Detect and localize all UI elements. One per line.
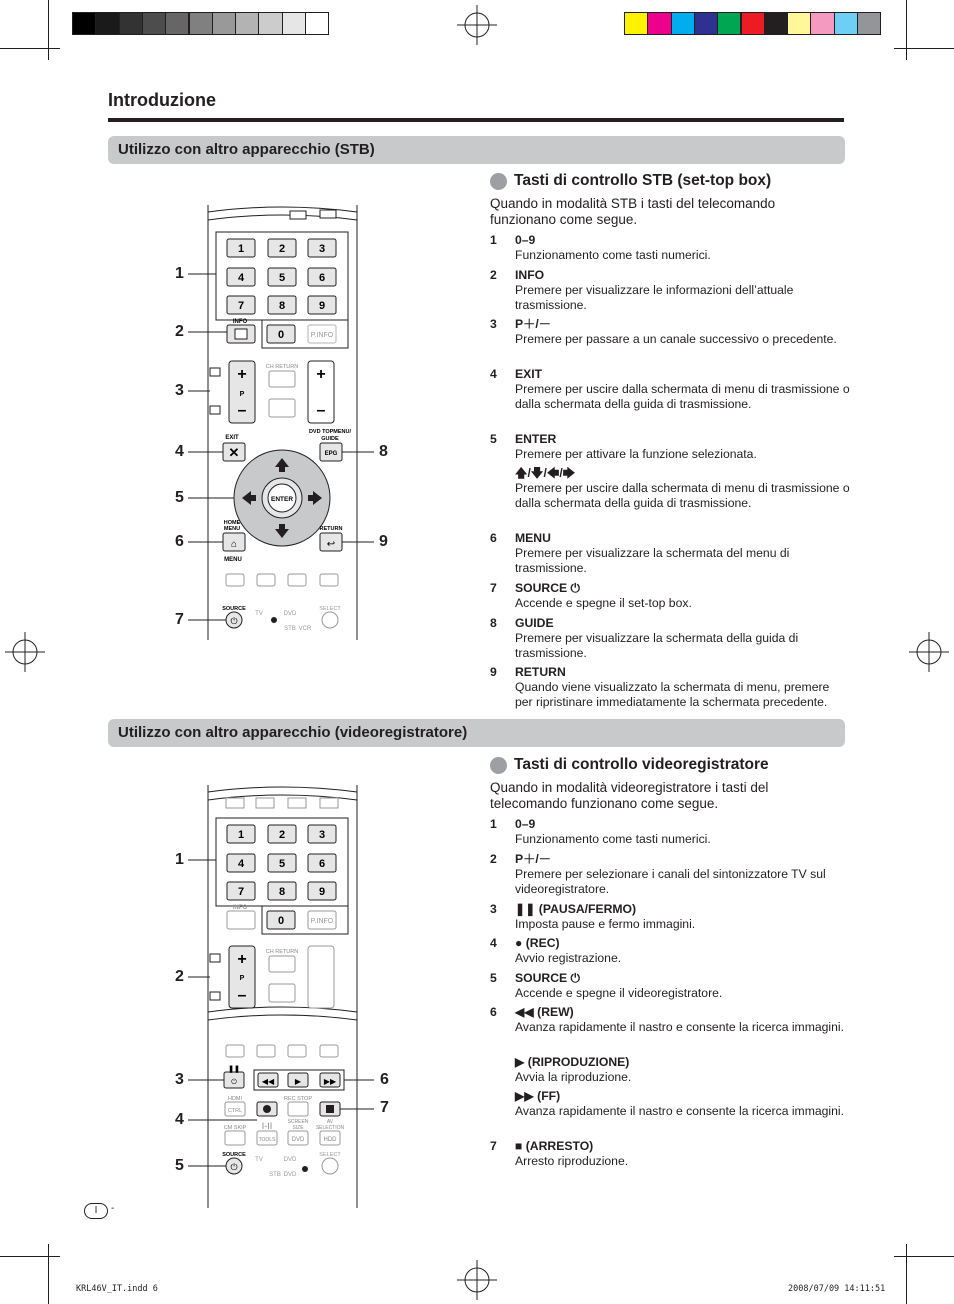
color-swatch bbox=[282, 12, 306, 35]
ch-return-label-2: CH RETURN bbox=[265, 949, 299, 955]
color-swatch bbox=[189, 12, 213, 35]
info-label: INFO bbox=[232, 319, 248, 325]
p-label: P bbox=[239, 391, 245, 398]
svg-text:❚❚: ❚❚ bbox=[228, 1066, 240, 1073]
list-item: 1 0–9 Funzionamento come tasti numerici. bbox=[490, 817, 711, 846]
digit-label: 2 bbox=[278, 829, 286, 841]
svg-text:⏻: ⏻ bbox=[230, 616, 238, 626]
callout-3: 3 bbox=[175, 382, 184, 399]
cm-skip-label: CM SKIP bbox=[223, 1125, 247, 1131]
digit-label: 7 bbox=[237, 300, 245, 312]
hdmi-label: HDMI bbox=[227, 1096, 243, 1102]
list-item: 🡅/🡇/🡄/🡆 Premere per uscire dalla schermata di menu di trasmissione o dalla schermata della guida di trasmissione. bbox=[515, 466, 850, 510]
dvd-label: DVD bbox=[283, 611, 297, 617]
svg-text:–: – bbox=[237, 987, 247, 1004]
stb-label-2: STB bbox=[269, 1172, 281, 1178]
pinfo-label: P.INFO bbox=[310, 332, 334, 339]
stb-label: STB bbox=[284, 626, 296, 632]
list-item: 6 ◀◀ (REW) Avanza rapidamente il nastro e consente la ricerca immagini. bbox=[490, 1005, 845, 1034]
digit-label: 1 bbox=[237, 243, 245, 255]
dvd-label-2: DVD bbox=[283, 1157, 297, 1163]
color-swatch bbox=[119, 12, 143, 35]
svg-text:–: – bbox=[316, 402, 326, 419]
bullet-icon bbox=[490, 757, 507, 774]
timestamp: 2008/07/09 14:11:51 bbox=[788, 1284, 886, 1294]
stb-key-list bbox=[490, 233, 850, 710]
digit-label: 6 bbox=[318, 272, 326, 284]
title-rule bbox=[108, 118, 844, 122]
color-swatch bbox=[834, 12, 858, 35]
callout-5: 5 bbox=[175, 1157, 184, 1174]
digit-label: 2 bbox=[278, 243, 286, 255]
color-swatch bbox=[647, 12, 671, 35]
vcr-heading bbox=[490, 756, 769, 774]
heading-text: Tasti di controllo STB (set-top box) bbox=[514, 172, 772, 189]
svg-text:+: + bbox=[237, 366, 247, 383]
callout-8: 8 bbox=[379, 443, 388, 460]
epg-label: EPG bbox=[324, 451, 338, 457]
hdd-label: HDD bbox=[323, 1137, 337, 1143]
list-item: 5 ENTER Premere per attivare la funzione selezionata. bbox=[490, 432, 757, 461]
screen-label: SCREEN bbox=[287, 1119, 309, 1125]
list-item: 2 P＋/－ Premere per selezionare i canali del sintonizzatore TV sul videoregistratore. bbox=[490, 852, 826, 896]
selection-label: SELECTION bbox=[315, 1125, 345, 1131]
vcr-key-list bbox=[490, 817, 850, 1169]
color-swatch bbox=[258, 12, 282, 35]
exit-label: EXIT bbox=[225, 435, 239, 441]
callout-1: 1 bbox=[175, 265, 184, 282]
callout-2: 2 bbox=[175, 968, 184, 985]
section-bar-stb bbox=[108, 136, 845, 164]
color-swatch bbox=[741, 12, 765, 35]
color-swatch bbox=[764, 12, 788, 35]
source-label: SOURCE bbox=[222, 606, 246, 612]
color-swatch bbox=[717, 12, 741, 35]
av-label: AV bbox=[326, 1119, 334, 1125]
svg-text:+: + bbox=[237, 951, 247, 968]
color-swatch bbox=[671, 12, 695, 35]
callout-7: 7 bbox=[175, 611, 184, 628]
digit-label: 7 bbox=[237, 886, 245, 898]
color-swatch bbox=[212, 12, 236, 35]
svg-text:–: – bbox=[237, 402, 247, 419]
ctrl-label: CTRL bbox=[227, 1108, 243, 1114]
color-swatch bbox=[235, 12, 259, 35]
callout-4: 4 bbox=[175, 1111, 184, 1128]
list-item: 8 GUIDE Premere per visualizzare la schermata della guida di trasmissione. bbox=[490, 616, 799, 660]
digit-label: 9 bbox=[318, 886, 326, 898]
digit-label: 4 bbox=[237, 272, 245, 284]
color-swatch bbox=[857, 12, 881, 35]
svg-text:+: + bbox=[316, 366, 326, 383]
svg-text:↩: ↩ bbox=[326, 539, 336, 550]
callout-6: 6 bbox=[380, 1071, 389, 1088]
section-title: Utilizzo con altro apparecchio (videoregistratore) bbox=[118, 724, 468, 741]
digit-0: 0 bbox=[277, 329, 285, 341]
tools-label: TOOLS bbox=[258, 1137, 276, 1143]
heading-text: Tasti di controllo videoregistratore bbox=[514, 756, 769, 773]
select-label: SELECT bbox=[319, 606, 341, 612]
list-item: 4 EXIT Premere per uscire dalla schermata di menu di trasmissione o dalla schermata della guida di trasmissione. bbox=[490, 367, 850, 411]
svg-text:⏻: ⏻ bbox=[231, 1079, 237, 1086]
stb-heading bbox=[490, 172, 771, 190]
callout-1: 1 bbox=[175, 851, 184, 868]
list-item: 2 INFO Premere per visualizzare le informazioni dell’attuale trasmissione. bbox=[490, 268, 794, 312]
dvd-label-3: DVD bbox=[283, 1172, 297, 1178]
svg-text:✕: ✕ bbox=[228, 445, 240, 460]
digit-label: 6 bbox=[318, 858, 326, 870]
select-label-2: SELECT bbox=[319, 1152, 341, 1158]
dvd-btn-label: DVD bbox=[291, 1137, 305, 1143]
callout-2: 2 bbox=[175, 323, 184, 340]
size-label: SIZE bbox=[292, 1125, 304, 1131]
bullet-icon bbox=[490, 173, 507, 190]
page-title: Introduzione bbox=[108, 90, 216, 110]
digit-label: 3 bbox=[318, 243, 326, 255]
page-marker: I bbox=[84, 1203, 108, 1219]
list-item: 1 0–9 Funzionamento come tasti numerici. bbox=[490, 233, 711, 262]
color-swatch bbox=[95, 12, 119, 35]
svg-text:▶: ▶ bbox=[294, 1077, 302, 1086]
color-swatch bbox=[694, 12, 718, 35]
list-item: 3 ❚❚ (PAUSA/FERMO) Imposta pause e fermo immagini. bbox=[490, 902, 696, 931]
guide-label: GUIDE bbox=[321, 436, 339, 442]
callout-4: 4 bbox=[175, 443, 184, 460]
callout-3: 3 bbox=[175, 1071, 184, 1088]
digit-0-2: 0 bbox=[277, 915, 285, 927]
digit-label: 5 bbox=[278, 858, 286, 870]
source-label-2: SOURCE bbox=[222, 1152, 246, 1158]
list-item: 9 RETURN Quando viene visualizzato la schermata di menu, premere per ripristinare immediatamente la schermata precedente. bbox=[490, 665, 830, 709]
home-label: HOME bbox=[223, 520, 241, 526]
digit-label: 4 bbox=[237, 858, 245, 870]
dvd-top-label: DVD TOPMENU/ bbox=[308, 429, 352, 435]
pinfo-label-2: P.INFO bbox=[310, 918, 334, 925]
color-swatch bbox=[142, 12, 166, 35]
list-item: 5 SOURCE ⏻ Accende e spegne il videoregistratore. bbox=[490, 971, 723, 1000]
svg-text:▶▶: ▶▶ bbox=[323, 1077, 337, 1086]
return-label: RETURN bbox=[319, 526, 343, 532]
file-name: KRL46V_IT.indd 6 bbox=[76, 1284, 158, 1294]
svg-text:⌂: ⌂ bbox=[230, 539, 238, 550]
svg-text:⏻: ⏻ bbox=[230, 1162, 238, 1172]
p-label-2: P bbox=[239, 975, 245, 982]
digit-label: 9 bbox=[318, 300, 326, 312]
home-menu-label: MENU bbox=[223, 526, 241, 532]
list-item: 7 SOURCE ⏻ Accende e spegne il set-top box. bbox=[490, 581, 692, 610]
remote-stb-illustration bbox=[160, 200, 400, 645]
list-item: 7 ■ (ARRESTO) Arresto riproduzione. bbox=[490, 1139, 629, 1168]
color-swatch bbox=[165, 12, 189, 35]
list-item: 6 MENU Premere per visualizzare la schermata del menu di trasmissione. bbox=[490, 531, 790, 575]
section-title: Utilizzo con altro apparecchio (STB) bbox=[118, 141, 375, 158]
callout-9: 9 bbox=[379, 533, 388, 550]
list-item: 4 ● (REC) Avvio registrazione. bbox=[490, 936, 622, 965]
page-dash: - bbox=[111, 1203, 115, 1214]
info-label-2: INFO bbox=[232, 905, 248, 911]
stb-intro: Quando in modalità STB i tasti del telecomando funzionano come segue. bbox=[490, 196, 776, 227]
vcr-intro: Quando in modalità videoregistratore i tasti del telecomando funzionano come segue. bbox=[490, 780, 769, 811]
list-item: ▶▶ (FF) Avanza rapidamente il nastro e consente la ricerca immagini. bbox=[515, 1089, 845, 1118]
color-swatch bbox=[305, 12, 329, 35]
i-ii-label: I-II bbox=[261, 1121, 273, 1131]
tv-label-2: TV bbox=[255, 1157, 263, 1163]
enter-label: ENTER bbox=[270, 496, 294, 503]
digit-label: 1 bbox=[237, 829, 245, 841]
rec-stop-label: REC STOP bbox=[283, 1096, 313, 1102]
color-swatch bbox=[787, 12, 811, 35]
list-item: 3 P＋/－ Premere per passare a un canale successivo o precedente. bbox=[490, 317, 837, 346]
svg-text:◀◀: ◀◀ bbox=[261, 1077, 275, 1086]
tv-label: TV bbox=[255, 611, 263, 617]
digit-label: 8 bbox=[278, 886, 286, 898]
list-item: ▶ (RIPRODUZIONE) Avvia la riproduzione. bbox=[515, 1055, 632, 1084]
menu-label: MENU bbox=[224, 557, 242, 563]
callout-6: 6 bbox=[175, 533, 184, 550]
vcr-label: VCR bbox=[298, 626, 312, 632]
color-swatch bbox=[624, 12, 648, 35]
section-bar-vcr bbox=[108, 719, 845, 747]
remote-vcr-illustration bbox=[160, 780, 400, 1210]
callout-5: 5 bbox=[175, 489, 184, 506]
callout-7: 7 bbox=[380, 1099, 389, 1116]
ch-return-label: CH RETURN bbox=[265, 364, 299, 370]
digit-label: 5 bbox=[278, 272, 286, 284]
digit-label: 8 bbox=[278, 300, 286, 312]
color-swatch bbox=[810, 12, 834, 35]
color-swatch bbox=[72, 12, 96, 35]
digit-label: 3 bbox=[318, 829, 326, 841]
